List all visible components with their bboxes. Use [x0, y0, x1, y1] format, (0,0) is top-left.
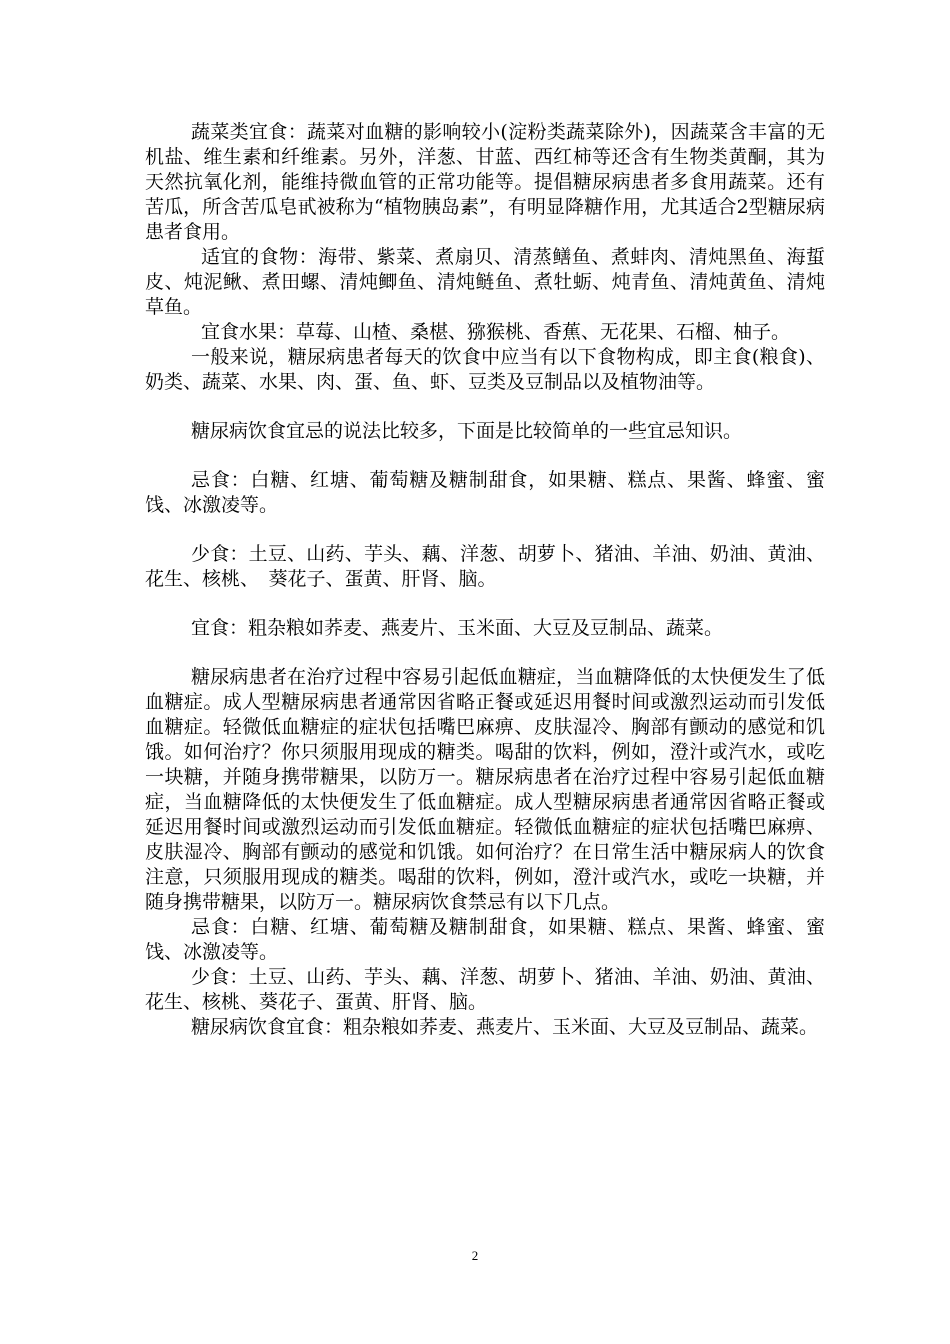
paragraph-recommended-foods-repeat: 糖尿病饮食宜食：粗杂粮如荞麦、燕麦片、玉米面、大豆及豆制品、蔬菜。 [191, 1016, 819, 1038]
paragraph-avoid-foods-repeat: 忌食：白糖、红塘、葡萄糖及糖制甜食，如果糖、糕点、果酱、蜂蜜、蜜饯、冰激凌等。 [145, 916, 825, 963]
paragraph-recommended-foods: 宜食：粗杂粮如荞麦、燕麦片、玉米面、大豆及豆制品、蔬菜。 [191, 617, 724, 639]
paragraph-avoid-foods: 忌食：白糖、红塘、葡萄糖及糖制甜食，如果糖、糕点、果酱、蜂蜜、蜜饯、冰激凌等。 [145, 469, 825, 516]
paragraph-diet-intro: 糖尿病饮食宜忌的说法比较多，下面是比较简单的一些宜忌知识。 [191, 420, 743, 442]
page-number: 2 [471, 1248, 479, 1263]
paragraph-limit-foods-repeat: 少食：土豆、山药、芋头、藕、洋葱、胡萝卜、猪油、羊油、奶油、黄油、花生、核桃、葵花子、蛋黄、肝肾、脑。 [145, 966, 825, 1013]
document-body [145, 120, 825, 1040]
paragraph-limit-foods: 少食：土豆、山药、芋头、藕、洋葱、胡萝卜、猪油、羊油、奶油、黄油、花生、核桃、 葵花子、蛋黄、肝肾、脑。 [145, 543, 825, 590]
paragraph-suitable-foods: 适宜的食物：海带、紫菜、煮扇贝、清蒸鳝鱼、煮蚌肉、清炖黑鱼、海蜇皮、炖泥鳅、煮田螺、清炖鲫鱼、清炖鲢鱼、煮牡蛎、炖青鱼、清炖黄鱼、清炖草鱼。 [145, 246, 825, 318]
paragraph-diet-composition: 一般来说，糖尿病患者每天的饮食中应当有以下食物构成，即主食(粮食)、奶类、蔬菜、水果、肉、蛋、鱼、虾、豆类及豆制品以及植物油等。 [145, 346, 825, 393]
paragraph-fruits: 宜食水果：草莓、山楂、桑椹、猕猴桃、香蕉、无花果、石榴、柚子。 [201, 321, 791, 343]
paragraph-vegetables: 蔬菜类宜食：蔬菜对血糖的影响较小(淀粉类蔬菜除外)，因蔬菜含丰富的无机盐、维生素和纤维素。另外，洋葱、甘蓝、西红柿等还含有生物类黄酮，其为天然抗氧化剂，能维持微血管的正常功能等。提倡糖尿病患者多食用蔬菜。还有苦瓜，所含苦瓜皂甙被称为“植物胰岛素”，有明显降糖作用，尤其适合2型糖尿病患者食用。 [145, 121, 825, 243]
paragraph-hypoglycemia: 糖尿病患者在治疗过程中容易引起低血糖症，当血糖降低的太快便发生了低血糖症。成人型糖尿病患者通常因省略正餐或延迟用餐时间或激烈运动而引发低血糖症。轻微低血糖症的症状包括嘴巴麻痹、皮肤湿冷、胸部有颤动的感觉和饥饿。如何治疗？你只须服用现成的糖类。喝甜的饮料，例如，澄汁或汽水，或吃一块糖，并随身携带糖果，以防万一。糖尿病患者在治疗过程中容易引起低血糖症，当血糖降低的太快便发生了低血糖症。成人型糖尿病患者通常因省略正餐或延迟用餐时间或激烈运动而引发低血糖症。轻微低血糖症的症状包括嘴巴麻痹、皮肤湿冷、胸部有颤动的感觉和饥饿。如何治疗？在日常生活中糖尿病人的饮食注意，只须服用现成的糖类。喝甜的饮料，例如，澄汁或汽水，或吃一块糖，并随身携带糖果，以防万一。糖尿病饮食禁忌有以下几点。 [145, 666, 825, 913]
